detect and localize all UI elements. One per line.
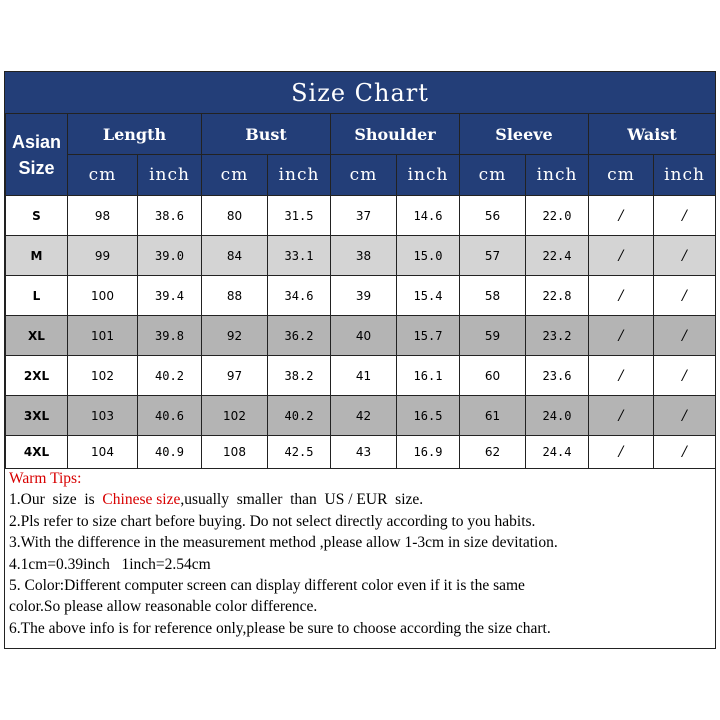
bust-cm-cell: 108 (202, 436, 268, 469)
shoulder-cm-cell: 41 (331, 356, 397, 396)
unit-inch-header: inch (138, 155, 202, 196)
table-row (6, 236, 716, 276)
length-inch-cell: 39.0 (138, 236, 202, 276)
waist-cm-cell: / (589, 396, 654, 436)
waist-header: Waist (589, 114, 716, 155)
shoulder-cm-cell: 43 (331, 436, 397, 469)
sleeve-cm-cell: 59 (460, 316, 526, 356)
asian-size-header (6, 114, 68, 196)
tip-1-highlight: Chinese size (102, 491, 181, 509)
shoulder-cm-cell: 42 (331, 396, 397, 436)
waist-cm-cell: / (589, 236, 654, 276)
tip-line-5a: 5. Color:Different computer screen can display different color even if it is the same (9, 577, 525, 595)
bust-inch-cell: 42.5 (268, 436, 331, 469)
table-row (6, 316, 716, 356)
length-cm-cell: 104 (68, 436, 138, 469)
unit-cm-header: cm (589, 155, 654, 196)
sleeve-inch-cell: 22.4 (526, 236, 589, 276)
length-cm-cell: 100 (68, 276, 138, 316)
shoulder-inch-cell: 16.9 (397, 436, 460, 469)
tip-1-text: 1.Our size is (9, 491, 103, 509)
length-inch-cell: 38.6 (138, 196, 202, 236)
waist-cm-cell: / (589, 316, 654, 356)
waist-inch-cell: / (654, 396, 716, 436)
size-table (5, 113, 716, 469)
sleeve-inch-cell: 22.8 (526, 276, 589, 316)
length-inch-cell: 40.2 (138, 356, 202, 396)
tip-line-6: 6.The above info is for reference only,please be sure to choose according the size chart. (9, 619, 551, 637)
bust-inch-cell: 31.5 (268, 196, 331, 236)
waist-cm-cell: / (589, 356, 654, 396)
length-inch-cell: 40.9 (138, 436, 202, 469)
length-header: Length (68, 114, 202, 155)
sleeve-inch-cell: 23.6 (526, 356, 589, 396)
shoulder-cm-cell: 37 (331, 196, 397, 236)
table-row (6, 276, 716, 316)
size-label: 3XL (6, 396, 68, 436)
waist-cm-cell: / (589, 196, 654, 236)
sleeve-inch-cell: 24.4 (526, 436, 589, 469)
waist-inch-cell: / (654, 436, 716, 469)
sleeve-cm-cell: 61 (460, 396, 526, 436)
bust-inch-cell: 36.2 (268, 316, 331, 356)
sleeve-cm-cell: 56 (460, 196, 526, 236)
shoulder-cm-cell: 40 (331, 316, 397, 356)
size-chart (4, 71, 716, 649)
waist-inch-cell: / (654, 196, 716, 236)
sleeve-cm-cell: 58 (460, 276, 526, 316)
size-label: S (6, 196, 68, 236)
table-row (6, 436, 716, 469)
sleeve-cm-cell: 60 (460, 356, 526, 396)
asian-size-label-line2: Size (18, 157, 55, 178)
tip-1-text-end: ,usually smaller than US / EUR size. (180, 491, 424, 509)
waist-inch-cell: / (654, 356, 716, 396)
shoulder-inch-cell: 15.7 (397, 316, 460, 356)
length-cm-cell: 103 (68, 396, 138, 436)
shoulder-cm-cell: 38 (331, 236, 397, 276)
length-cm-cell: 98 (68, 196, 138, 236)
shoulder-inch-cell: 15.4 (397, 276, 460, 316)
unit-cm-header: cm (68, 155, 138, 196)
chart-title: Size Chart (5, 72, 715, 114)
shoulder-inch-cell: 15.0 (397, 236, 460, 276)
waist-inch-cell: / (654, 236, 716, 276)
bust-header: Bust (202, 114, 331, 155)
sleeve-inch-cell: 23.2 (526, 316, 589, 356)
tip-line-4: 4.1cm=0.39inch 1inch=2.54cm (9, 555, 211, 573)
shoulder-header: Shoulder (331, 114, 460, 155)
bust-cm-cell: 92 (202, 316, 268, 356)
size-label: L (6, 276, 68, 316)
bust-cm-cell: 97 (202, 356, 268, 396)
warm-tips (9, 468, 709, 639)
tip-line-2: 2.Pls refer to size chart before buying. Do not select directly according to you habits. (9, 512, 536, 530)
unit-cm-header: cm (460, 155, 526, 196)
table-row (6, 196, 716, 236)
bust-cm-cell: 102 (202, 396, 268, 436)
size-label: 2XL (6, 356, 68, 396)
unit-inch-header: inch (397, 155, 460, 196)
bust-inch-cell: 40.2 (268, 396, 331, 436)
size-label: 4XL (6, 436, 68, 469)
waist-cm-cell: / (589, 436, 654, 469)
table-row (6, 396, 716, 436)
sleeve-inch-cell: 24.0 (526, 396, 589, 436)
sleeve-header: Sleeve (460, 114, 589, 155)
shoulder-inch-cell: 16.5 (397, 396, 460, 436)
bust-inch-cell: 33.1 (268, 236, 331, 276)
sleeve-inch-cell: 22.0 (526, 196, 589, 236)
length-inch-cell: 40.6 (138, 396, 202, 436)
tip-line-5b: color.So please allow reasonable color difference. (9, 598, 318, 616)
unit-inch-header: inch (268, 155, 331, 196)
header-row-groups (6, 114, 716, 155)
header-row-units (6, 155, 716, 196)
length-cm-cell: 102 (68, 356, 138, 396)
bust-cm-cell: 88 (202, 276, 268, 316)
length-inch-cell: 39.8 (138, 316, 202, 356)
unit-cm-header: cm (331, 155, 397, 196)
shoulder-inch-cell: 14.6 (397, 196, 460, 236)
waist-cm-cell: / (589, 276, 654, 316)
sleeve-cm-cell: 57 (460, 236, 526, 276)
length-cm-cell: 101 (68, 316, 138, 356)
unit-cm-header: cm (202, 155, 268, 196)
bust-cm-cell: 80 (202, 196, 268, 236)
tip-line-1 (9, 489, 709, 510)
bust-inch-cell: 34.6 (268, 276, 331, 316)
tips-heading: Warm Tips: (9, 470, 82, 487)
shoulder-inch-cell: 16.1 (397, 356, 460, 396)
sleeve-cm-cell: 62 (460, 436, 526, 469)
waist-inch-cell: / (654, 276, 716, 316)
tip-line-3: 3.With the difference in the measurement method ,please allow 1-3cm in size devitation. (9, 534, 558, 552)
table-row (6, 356, 716, 396)
length-cm-cell: 99 (68, 236, 138, 276)
asian-size-label-line1: Asian (11, 131, 62, 152)
bust-inch-cell: 38.2 (268, 356, 331, 396)
unit-inch-header: inch (526, 155, 589, 196)
unit-inch-header: inch (654, 155, 716, 196)
bust-cm-cell: 84 (202, 236, 268, 276)
length-inch-cell: 39.4 (138, 276, 202, 316)
shoulder-cm-cell: 39 (331, 276, 397, 316)
size-label: XL (6, 316, 68, 356)
waist-inch-cell: / (654, 316, 716, 356)
size-label: M (6, 236, 68, 276)
